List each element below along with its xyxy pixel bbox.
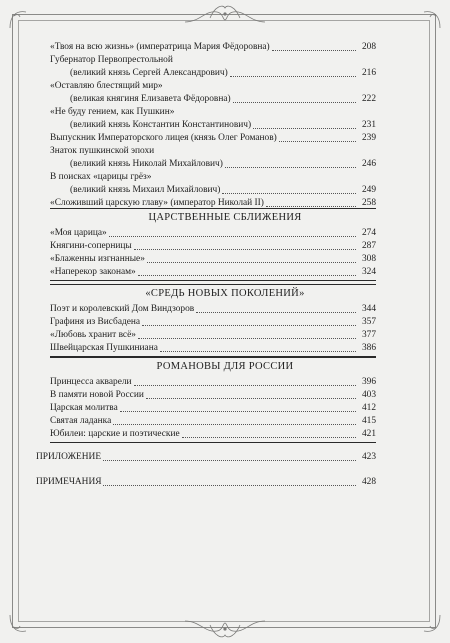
dot-leader (279, 129, 356, 142)
appendix-page: 428 (361, 477, 376, 487)
toc-entry-text: «Блаженны изгнанные» (50, 254, 145, 264)
toc-entry-text: (великий князь Михаил Михайлович) (70, 185, 221, 195)
toc-entry-page: 308 (361, 254, 376, 264)
section-rule-top (50, 284, 376, 285)
toc-entry-text: Святая ладанка (50, 416, 112, 426)
dot-leader (142, 313, 356, 326)
dot-leader (222, 181, 356, 194)
dot-leader (120, 399, 356, 412)
toc-entry-text: Юбилеи: царские и поэтические (50, 429, 180, 439)
toc-entry-page: 415 (361, 416, 376, 426)
dot-leader (160, 339, 356, 352)
toc-entry-line (50, 266, 376, 278)
toc-entry-page: 412 (361, 403, 376, 413)
toc-entry-text: Поэт и королевский Дом Виндзоров (50, 304, 195, 314)
dot-leader (182, 425, 356, 438)
toc-entry-text: Царская молитва (50, 403, 118, 413)
toc-entry-text: «Не буду гением, как Пушкин» (50, 107, 175, 117)
toc-entry-page: 287 (361, 241, 376, 251)
toc-entry-text: (великий князь Сергей Александрович) (70, 68, 228, 78)
dot-leader (103, 473, 356, 486)
toc-entry-text: Княгини-соперницы (50, 241, 132, 251)
section-rule-bottom (50, 280, 376, 281)
toc-entry-text: Выпускник Императорского лицея (князь Олег Романов) (50, 133, 277, 143)
toc-entry-text: Графиня из Висбадена (50, 317, 141, 327)
dot-leader (134, 237, 356, 250)
toc-entry-line (70, 93, 376, 105)
dot-leader (103, 448, 356, 461)
dot-leader (109, 224, 356, 237)
toc-entry-text: «Любовь хранит всё» (50, 330, 136, 340)
toc-entry-page: 274 (361, 228, 376, 238)
toc-entry-page: 377 (361, 330, 376, 340)
toc-entry-text: «Сложивший царскую главу» (император Николай II) (50, 198, 264, 208)
dot-leader (225, 155, 356, 168)
toc-entry-text: (великая княгиня Елизавета Фёдоровна) (70, 94, 231, 104)
toc-entry-text: В поисках «царицы грёз» (50, 172, 152, 182)
dot-leader (253, 116, 356, 129)
toc-entry-page: 216 (361, 68, 376, 78)
toc-entry-text: «Наперекор законам» (50, 267, 136, 277)
toc-entry-page: 208 (361, 42, 376, 52)
dot-leader (230, 64, 356, 77)
section-title: «СРЕДЬ НОВЫХ ПОКОЛЕНИЙ» (145, 288, 305, 299)
appendix-page: 423 (361, 452, 376, 462)
dot-leader (146, 386, 356, 399)
toc-entry-page: 258 (361, 198, 376, 208)
toc-entry-page: 222 (361, 94, 376, 104)
toc-entry-text: Принцесса акварели (50, 377, 132, 387)
toc-entry-page: 357 (361, 317, 376, 327)
section-rule-top (50, 208, 376, 209)
appendix-label: ПРИМЕЧАНИЯ (36, 477, 102, 487)
toc-entry-line (50, 132, 376, 144)
toc-entry-page: 324 (361, 267, 376, 277)
toc-entry-page: 344 (361, 304, 376, 314)
toc-entry-page: 246 (361, 159, 376, 169)
toc-entry-page: 396 (361, 377, 376, 387)
section-title: ЦАРСТВЕННЫЕ СБЛИЖЕНИЯ (148, 212, 302, 223)
toc-entry-text: Губернатор Первопрестольной (50, 55, 173, 65)
dot-leader (233, 90, 356, 103)
dot-leader (266, 194, 356, 207)
dot-leader (113, 412, 356, 425)
appendix-label: ПРИЛОЖЕНИЕ (36, 452, 102, 462)
toc-entry-page: 403 (361, 390, 376, 400)
section-rule-top (50, 357, 376, 358)
appendix-entry (36, 451, 376, 463)
toc-entry-text: «Оставляю блестящий мир» (50, 81, 163, 91)
toc-entry-text: (великий князь Николай Михайлович) (70, 159, 223, 169)
toc-entry-page: 249 (361, 185, 376, 195)
section-title: РОМАНОВЫ ДЛЯ РОССИИ (156, 361, 294, 372)
toc-entry-line (50, 428, 376, 440)
dot-leader (272, 38, 356, 51)
toc-entry-text: «Моя царица» (50, 228, 107, 238)
toc-entry-line (70, 158, 376, 170)
dot-leader (138, 326, 356, 339)
toc-entry-page: 239 (361, 133, 376, 143)
section-rule-bottom (50, 442, 376, 443)
toc-entry-page: 386 (361, 343, 376, 353)
toc-entry-text: «Твоя на всю жизнь» (императрица Мария Фёдоровна) (50, 42, 270, 52)
dot-leader (134, 373, 356, 386)
toc-entry-text: Знаток пушкинской эпохи (50, 146, 155, 156)
toc-entry-text: Швейцарская Пушкиниана (50, 343, 158, 353)
toc-entry-line (50, 342, 376, 354)
dot-leader (196, 300, 356, 313)
dot-leader (147, 250, 356, 263)
toc-entry-page: 231 (361, 120, 376, 130)
toc-entry-line (50, 41, 376, 53)
appendix-entry (36, 476, 376, 488)
dot-leader (138, 263, 356, 276)
toc-entry-text: (великий князь Константин Константинович) (70, 120, 252, 130)
toc-entry-text: В памяти новой России (50, 390, 144, 400)
toc-entry-page: 421 (361, 429, 376, 439)
toc-entry-line (70, 67, 376, 79)
